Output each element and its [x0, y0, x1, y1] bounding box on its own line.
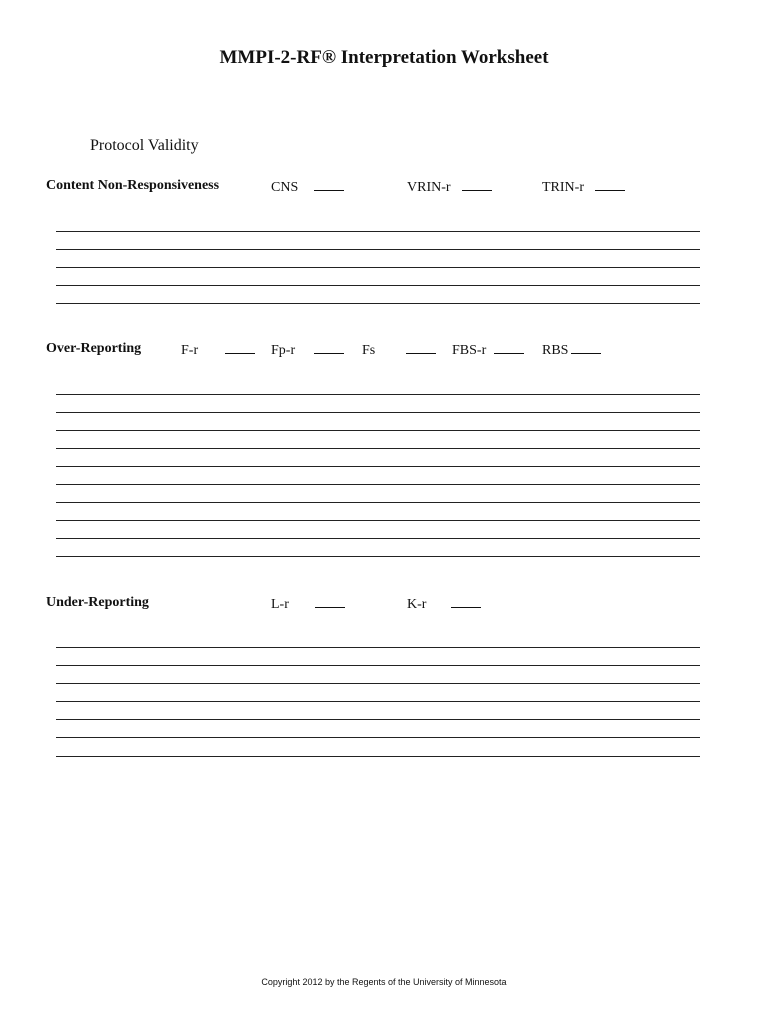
- writing-line[interactable]: [56, 285, 700, 286]
- scale-fs-label: Fs: [362, 343, 376, 358]
- scale-l-r-blank[interactable]: [315, 595, 345, 608]
- scale-fp-r-label: Fp-r: [271, 343, 296, 358]
- scale-vrin-r: [407, 178, 492, 196]
- writing-line[interactable]: [56, 303, 700, 304]
- writing-line[interactable]: [56, 665, 700, 666]
- writing-line[interactable]: [56, 484, 700, 485]
- worksheet-title: MMPI-2-RF® Interpretation Worksheet: [219, 47, 549, 68]
- writing-line[interactable]: [56, 249, 700, 250]
- writing-line[interactable]: [56, 394, 700, 395]
- scale-rbs: [542, 341, 601, 359]
- protocol-validity-heading: Protocol Validity: [90, 137, 199, 154]
- scale-trin-r-label: TRIN-r: [542, 180, 584, 195]
- scale-fp-r: [271, 341, 344, 359]
- scale-rbs-label: RBS: [542, 343, 569, 358]
- scale-cns-label: CNS: [271, 180, 299, 195]
- scale-fs: [362, 341, 436, 359]
- scale-fs-blank[interactable]: [406, 341, 436, 354]
- writing-line[interactable]: [56, 683, 700, 684]
- scale-vrin-r-blank[interactable]: [462, 178, 492, 191]
- writing-line[interactable]: [56, 701, 700, 702]
- writing-line[interactable]: [56, 412, 700, 413]
- scale-cns-blank[interactable]: [314, 178, 344, 191]
- under-reporting-label: Under-Reporting: [46, 595, 149, 610]
- writing-line[interactable]: [56, 756, 700, 757]
- content-non-responsiveness-label: Content Non-Responsiveness: [46, 178, 220, 193]
- writing-line[interactable]: [56, 719, 700, 720]
- scale-l-r: [271, 595, 345, 613]
- scale-f-r: [181, 341, 255, 359]
- writing-line[interactable]: [56, 647, 700, 648]
- scale-fbs-r-blank[interactable]: [494, 341, 524, 354]
- writing-line[interactable]: [56, 448, 700, 449]
- scale-cns: [271, 178, 344, 196]
- scale-f-r-blank[interactable]: [225, 341, 255, 354]
- scale-trin-r: [542, 178, 625, 196]
- scale-vrin-r-label: VRIN-r: [407, 180, 451, 195]
- copyright-footer: Copyright 2012 by the Regents of the University of Minnesota: [261, 977, 507, 987]
- writing-line[interactable]: [56, 538, 700, 539]
- scale-fbs-r-label: FBS-r: [452, 343, 487, 358]
- scale-k-r-blank[interactable]: [451, 595, 481, 608]
- scale-f-r-label: F-r: [181, 343, 199, 358]
- writing-line[interactable]: [56, 520, 700, 521]
- writing-line[interactable]: [56, 430, 700, 431]
- writing-line[interactable]: [56, 267, 700, 268]
- scale-k-r-label: K-r: [407, 597, 427, 612]
- writing-line[interactable]: [56, 737, 700, 738]
- scale-l-r-label: L-r: [271, 597, 289, 612]
- scale-fbs-r: [452, 341, 524, 359]
- writing-line[interactable]: [56, 502, 700, 503]
- scale-fp-r-blank[interactable]: [314, 341, 344, 354]
- scale-k-r: [407, 595, 481, 613]
- scale-trin-r-blank[interactable]: [595, 178, 625, 191]
- scale-rbs-blank[interactable]: [571, 341, 601, 354]
- over-reporting-label: Over-Reporting: [46, 341, 142, 356]
- writing-line[interactable]: [56, 466, 700, 467]
- writing-line[interactable]: [56, 556, 700, 557]
- writing-line[interactable]: [56, 231, 700, 232]
